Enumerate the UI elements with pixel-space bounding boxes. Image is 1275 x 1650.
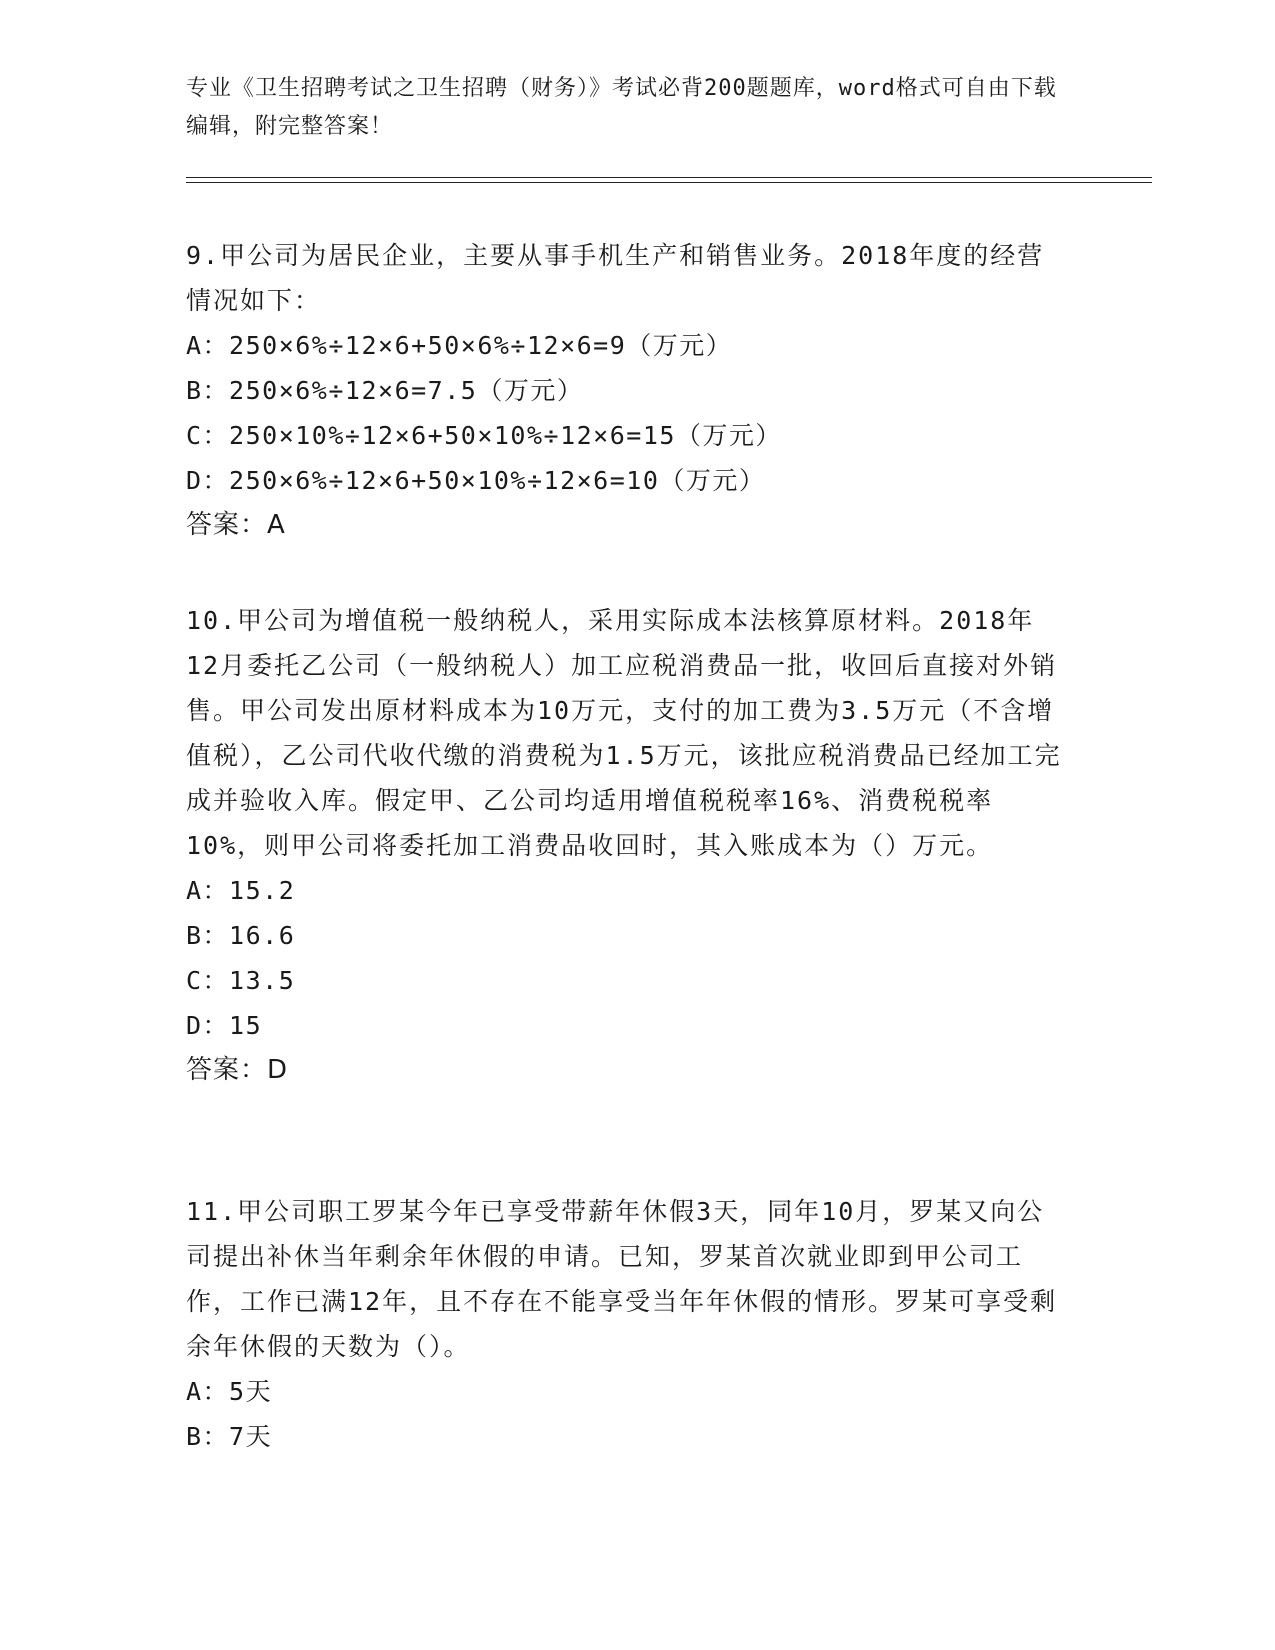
question-text: 9.甲公司为居民企业，主要从事手机生产和销售业务。2018年度的经营情况如下： <box>186 241 1045 315</box>
option-b: B：7天 <box>186 1422 273 1451</box>
option-b: B：250×6%÷12×6=7.5（万元） <box>186 376 584 405</box>
option-d: D：250×6%÷12×6+50×10%÷12×6=10（万元） <box>186 466 766 495</box>
answer: 答案：A <box>186 510 286 540</box>
option-a: A：250×6%÷12×6+50×6%÷12×6=9（万元） <box>186 331 733 360</box>
option-a: A：15.2 <box>186 876 296 905</box>
question-text: 10.甲公司为增值税一般纳税人，采用实际成本法核算原材料。2018年12月委托乙公司（一般纳税人）加工应税消费品一批，收回后直接对外销售。甲公司发出原材料成本为10万元，支付的加工费为3.5万元（不含增值税），乙公司代收代缴的消费税为1.5万元，该批应税消费品已经加工完成并验收入库。假定甲、乙公司均适用增值税税率16%、消费税税率10%，则甲公司将委托加工消费品收回时，其入账成本为（）万元。 <box>186 606 1062 860</box>
option-d: D：15 <box>186 1011 263 1040</box>
answer: 答案：D <box>186 1055 289 1085</box>
question-11 <box>186 1189 1066 1459</box>
option-a: A：5天 <box>186 1377 273 1406</box>
document-header: 专业《卫生招聘考试之卫生招聘（财务）》考试必背200题题库，word格式可自由下载编辑，附完整答案！ <box>186 76 1057 139</box>
option-b: B：16.6 <box>186 921 296 950</box>
option-c: C：13.5 <box>186 966 296 995</box>
question-9 <box>186 233 1066 548</box>
header-rule-bottom <box>186 182 1152 183</box>
question-text: 11.甲公司职工罗某今年已享受带薪年休假3天，同年10月，罗某又向公司提出补休当年剩余年休假的申请。已知，罗某首次就业即到甲公司工作，工作已满12年，且不存在不能享受当年年休假的情形。罗某可享受剩余年休假的天数为（）。 <box>186 1197 1058 1361</box>
header-rule-top <box>186 177 1152 178</box>
question-10 <box>186 598 1066 1093</box>
option-c: C：250×10%÷12×6+50×10%÷12×6=15（万元） <box>186 421 782 450</box>
